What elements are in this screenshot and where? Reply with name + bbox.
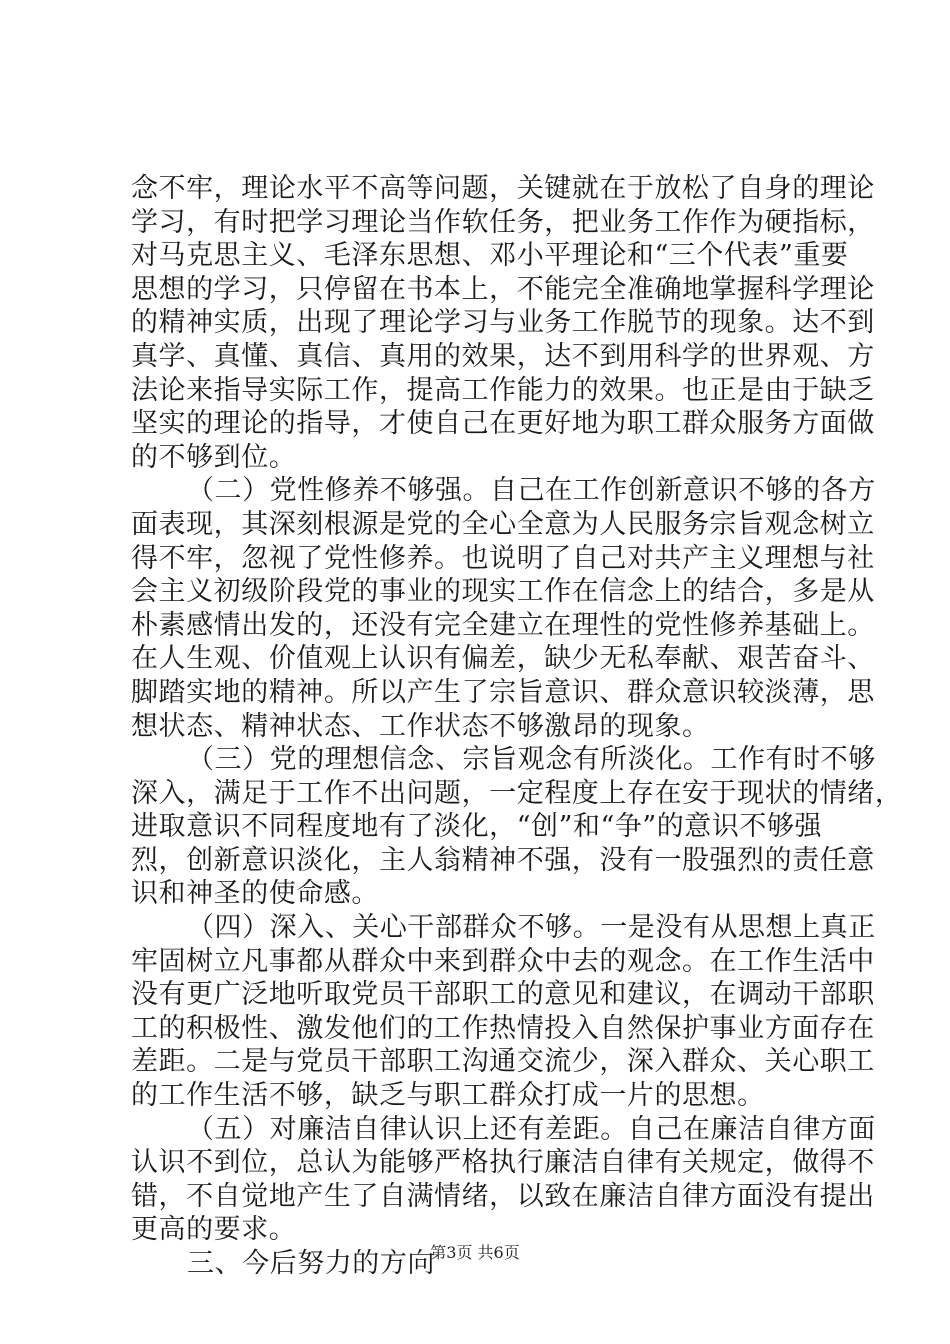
section-five-heading-line: （五）对廉洁自律认识上还有差距。自己在廉洁自律方面 <box>187 1113 876 1145</box>
text-line: 的精神实质，出现了理论学习与业务工作脱节的现象。达不到 <box>131 307 875 339</box>
text-line: 进取意识不同程度地有了淡化，“创”和“争”的意识不够强 <box>131 811 823 843</box>
text-line: 认识不到位，总认为能够严格执行廉洁自律有关规定，做得不 <box>131 1147 875 1179</box>
text-line: 深入，满足于工作不出问题，一定程度上存在安于现状的情绪， <box>131 777 903 809</box>
text-line: 没有更广泛地听取党员干部职工的意见和建议，在调动干部职 <box>131 979 875 1011</box>
text-line: 对马克思主义、毛泽东思想、邓小平理论和“三个代表”重要 <box>131 240 849 272</box>
part-three-heading: 三、今后努力的方向 <box>187 1248 435 1279</box>
section-three-heading-line: （三）党的理想信念、宗旨观念有所淡化。工作有时不够 <box>187 744 876 776</box>
text-line: 工的积极性、激发他们的工作热情投入自然保护事业方面存在 <box>131 1012 875 1044</box>
text-line: 牢固树立凡事都从群众中来到群众中去的观念。在工作生活中 <box>131 945 875 977</box>
text-line: 的工作生活不够，缺乏与职工群众打成一片的思想。 <box>131 1080 765 1112</box>
text-line: 法论来指导实际工作，提高工作能力的效果。也正是由于缺乏 <box>131 374 875 406</box>
text-line: 想状态、精神状态、工作状态不够激昂的现象。 <box>131 710 710 742</box>
text-line: 面表现，其深刻根源是党的全心全意为人民服务宗旨观念树立 <box>131 508 875 540</box>
text-line: 的不够到位。 <box>131 441 297 473</box>
text-line: 念不牢，理论水平不高等问题，关键就在于放松了自身的理论 <box>131 173 875 204</box>
text-line: 学习，有时把学习理论当作软任务，把业务工作作为硬指标， <box>131 206 875 238</box>
text-line: 错，不自觉地产生了自满情绪，以致在廉洁自律方面没有提出 <box>131 1180 875 1212</box>
text-line: 会主义初级阶段党的事业的现实工作在信念上的结合，多是从 <box>131 576 875 608</box>
text-line: 差距。二是与党员干部职工沟通交流少，深入群众、关心职工 <box>131 1046 875 1078</box>
text-line: 朴素感情出发的，还没有完全建立在理性的党性修养基础上。 <box>131 609 875 641</box>
page-number-footer: 第3页 共6页 <box>430 1243 520 1262</box>
text-line: 识和神圣的使命感。 <box>131 878 379 910</box>
text-line: 更高的要求。 <box>131 1214 297 1246</box>
text-line: 烈，创新意识淡化，主人翁精神不强，没有一股强烈的责任意 <box>131 844 875 876</box>
text-line: 真学、真懂、真信、真用的效果，达不到用科学的世界观、方 <box>131 340 875 372</box>
text-line: 脚踏实地的精神。所以产生了宗旨意识、群众意识较淡薄，思 <box>131 676 875 708</box>
text-line: 思想的学习，只停留在书本上，不能完全准确地掌握科学理论 <box>131 273 875 305</box>
section-two-heading-line: （二）党性修养不够强。自己在工作创新意识不够的各方 <box>187 475 876 507</box>
text-line: 得不牢，忽视了党性修养。也说明了自己对共产主义理想与社 <box>131 542 875 574</box>
section-four-heading-line: （四）深入、关心干部群众不够。一是没有从思想上真正 <box>187 912 876 944</box>
text-line: 在人生观、价值观上认识有偏差，缺少无私奉献、艰苦奋斗、 <box>131 643 875 675</box>
text-line: 坚实的理论的指导，才使自己在更好地为职工群众服务方面做 <box>131 408 875 440</box>
document-body <box>131 172 903 1281</box>
